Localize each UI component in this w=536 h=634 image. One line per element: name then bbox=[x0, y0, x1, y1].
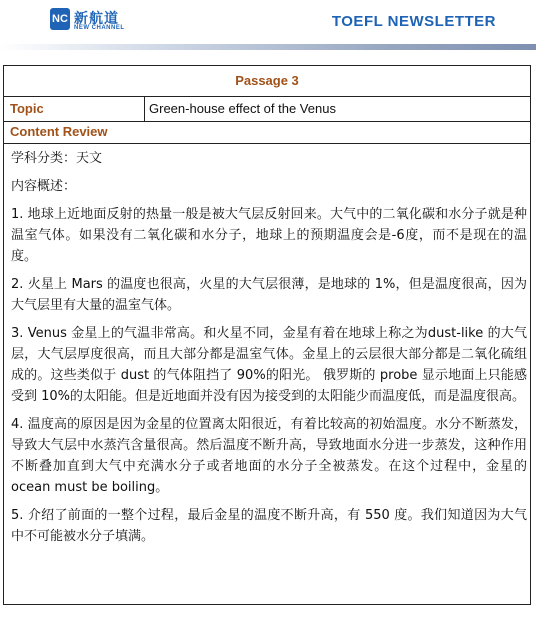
summary-paragraph-4: 4. 温度高的原因是因为金星的位置离太阳很近，有着比较高的初始温度。水分不断蒸发，导致大气层中水蒸汽含量很高。然后温度不断升高，导致地面水分进一步蒸发，这种作用不断叠加直到大气中充满水分子或者地面的水分子全被蒸发。在这个过程中，金星的 ocean must be boiling。 bbox=[11, 417, 527, 495]
content-review-row bbox=[4, 121, 530, 144]
passage-row bbox=[4, 66, 530, 97]
topic-value: Green-house effect of the Venus bbox=[149, 101, 336, 116]
header-gradient-bar bbox=[0, 44, 536, 50]
passage-table bbox=[3, 65, 531, 605]
newsletter-title: TOEFL NEWSLETTER bbox=[331, 13, 496, 30]
content-review-label: Content Review bbox=[10, 124, 108, 139]
summary-paragraph-1: 1. 地球上近地面反射的热量一般是被大气层反射回来。大气中的二氧化碳和水分子就是种温室气体。如果没有二氧化碳和水分子，地球上的预期温度会是-6度，而不是现在的温度。 bbox=[11, 207, 527, 264]
newsletter-header bbox=[0, 0, 536, 46]
logo-chinese-name: 新航道 bbox=[74, 11, 119, 27]
summary-paragraph-3: 3. Venus 金星上的气温非常高。和火星不同，金星有着在地球上称之为dust-like 的大气层，大气层厚度很高，而且大部分都是温室气体。金星上的云层很大部分都是二氧化硫组成的。这些类似于 dust 的气体阻挡了 90%的阳光。 俄罗斯的 probe 显示地面上只能感受到 10%的太阳能。但是近地面并没有因为接受到的太阳能少而温度低，而是温度很高。 bbox=[11, 326, 527, 404]
summary-paragraph-2: 2. 火星上 Mars 的温度也很高，火星的大气层很薄，是地球的 1%，但是温度很高，因为大气层里有大量的温室气体。 bbox=[11, 277, 527, 313]
content-review-body bbox=[11, 148, 527, 554]
brand-logo bbox=[50, 8, 130, 36]
logo-badge: NC bbox=[50, 8, 70, 30]
passage-label: Passage 3 bbox=[235, 73, 299, 88]
topic-label: Topic bbox=[10, 101, 44, 116]
summary-heading: 内容概述： bbox=[11, 179, 77, 194]
column-divider bbox=[144, 96, 145, 121]
topic-row bbox=[4, 96, 530, 122]
logo-english-name: NEW CHANNEL bbox=[74, 25, 125, 31]
subject-category: 学科分类：天文 bbox=[11, 151, 103, 166]
summary-paragraph-5: 5. 介绍了前面的一整个过程，最后金星的温度不断升高，有 550 度。我们知道因为大气中不可能被水分子填满。 bbox=[11, 508, 527, 544]
